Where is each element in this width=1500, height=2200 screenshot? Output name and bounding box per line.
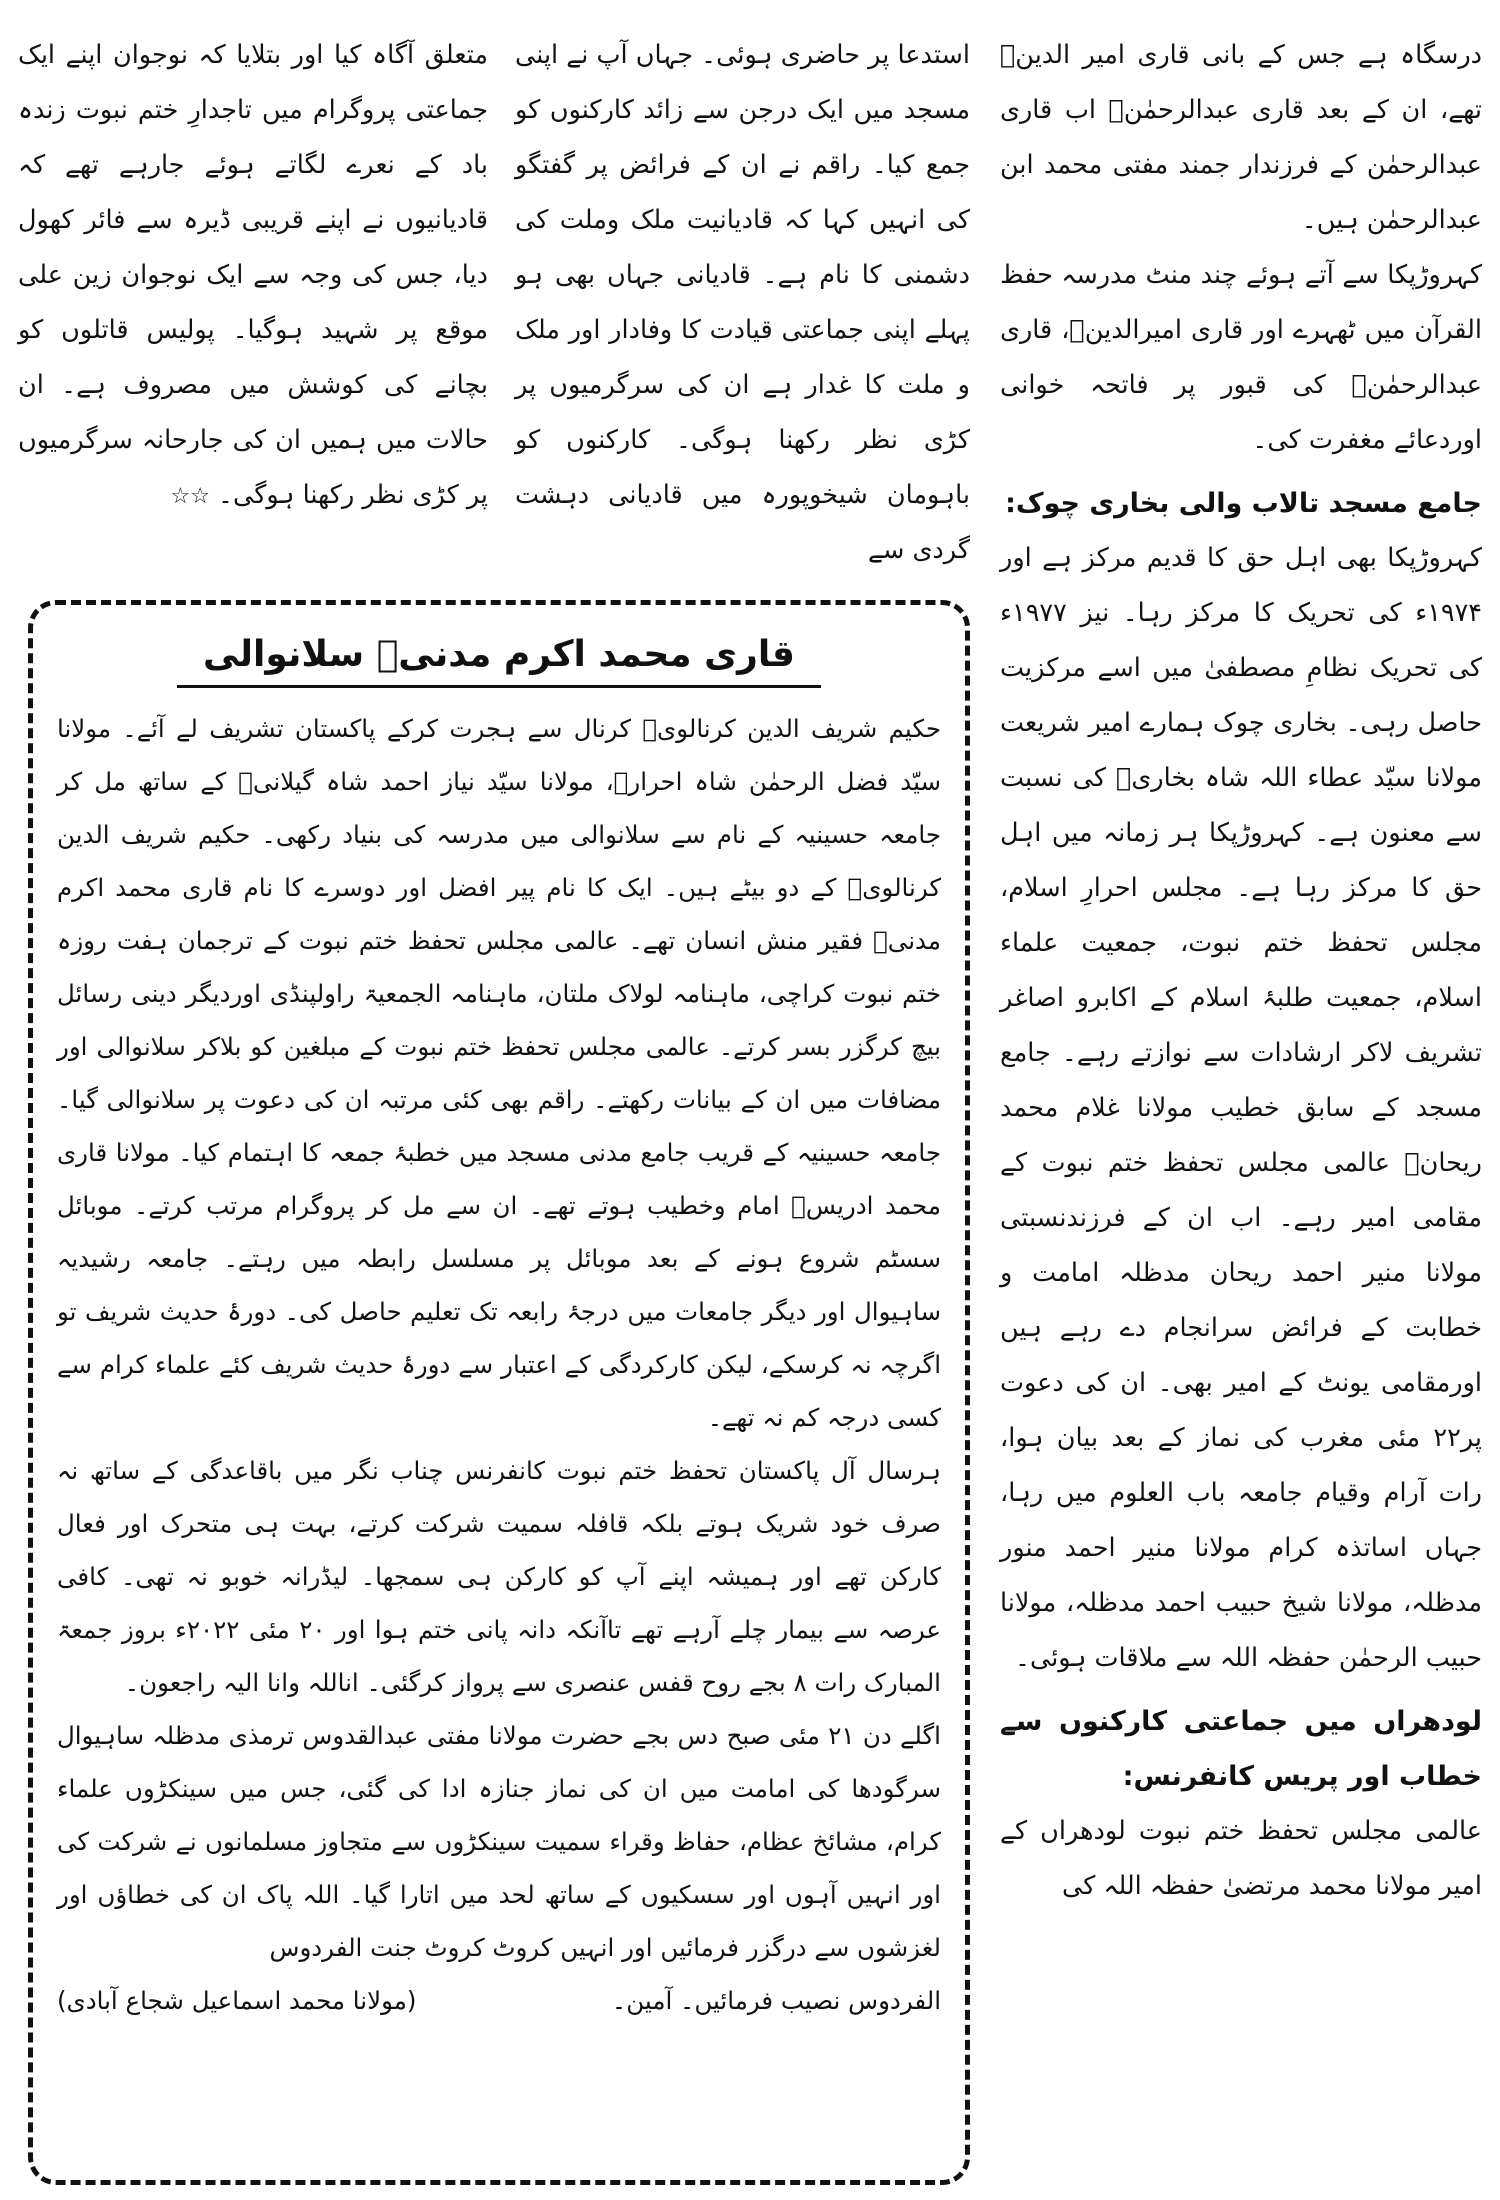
obituary-box [28, 600, 970, 2185]
obituary-closing: الفردوس نصیب فرمائیں۔ آمین۔ [611, 1986, 941, 2015]
middle-column [515, 28, 970, 578]
end-stars: ☆☆ [170, 484, 210, 509]
obituary-para-2: ہرسال آل پاکستان تحفظ ختم نبوت کانفرنس چناب نگر میں باقاعدگی کے ساتھ نہ صرف خود شریک ہوتے بلکہ قافلہ سمیت شرکت کرتے، بہت ہی متحرک اور فعال کارکن تھے اور ہمیشہ اپنے آپ کو کارکن ہی سمجھا۔ لیڈرانہ خوبو نہ تھی۔ کافی عرصہ سے بیمار چلے آرہے تھے تاآنکہ دانہ پانی ختم ہوا اور ۲۰ مئی ۲۰۲۲ء بروز جمعۃ المبارک رات ۸ بجے روح قفس عنصری سے پرواز کرگئی۔ اناللہ وانا الیہ راجعون۔ [57, 1456, 941, 1697]
obituary-closing-line [57, 1974, 941, 2027]
obituary-author: (مولانا محمد اسماعیل شجاع آبادی) [57, 1986, 417, 2015]
section-heading-bukhari-chowk: جامع مسجد تالاب والی بخاری چوک: [1005, 488, 1482, 519]
obituary-title: قاری محمد اکرم مدنیؒ سلانوالی [177, 629, 821, 688]
right-para-3: کہروڑپکا بھی اہل حق کا قدیم مرکز ہے اور ۱۹۷۴ء کی تحریک کا مرکز رہا۔ نیز ۱۹۷۷ء کی تحریک نظامِ مصطفیٰ میں اسے مرکزیت حاصل رہی۔ بخاری چوک ہمارے امیر شریعت مولانا سیّد عطاء اللہ شاہ بخاریؒ کی نسبت سے معنون ہے۔ کہروڑپکا ہر زمانہ میں اہل حق کا مرکز رہا ہے۔ مجلس احرارِ اسلام، مجلس تحفظ ختم نبوت، جمعیت علماء اسلام، جمعیت طلبۂ اسلام کے اکابرو اصاغر تشریف لاکر ارشادات سے نوازتے رہے۔ جامع مسجد کے سابق خطیب مولانا غلام محمد ریحانؒ عالمی مجلس تحفظ ختم نبوت کے مقامی امیر رہے۔ اب ان کے فرزندنسبتی مولانا منیر احمد ریحان مدظلہ امامت و خطابت کے فرائض سرانجام دے رہے ہیں اورمقامی یونٹ کے امیر بھی۔ ان کی دعوت پر۲۲ مئی مغرب کی نماز کے بعد بیان ہوا، رات آرام وقیام جامعہ باب العلوم میں رہا، جہاں اساتذہ کرام مولانا منیر احمد منور مدظلہ، مولانا شیخ حبیب احمد مدظلہ، مولانا حبیب الرحمٰن حفظہ اللہ سے ملاقات ہوئی۔ [1000, 543, 1482, 1673]
obituary-para-1: حکیم شریف الدین کرنالویؒ کرنال سے ہجرت کرکے پاکستان تشریف لے آئے۔ مولانا سیّد فضل الرحمٰن شاہ احرارؒ، مولانا سیّد نیاز احمد شاہ گیلانیؒ کے ساتھ مل کر جامعہ حسینیہ کے نام سے سلانوالی میں مدرسہ کی بنیاد رکھی۔ حکیم شریف الدین کرنالویؒ کے دو بیٹے ہیں۔ ایک کا نام پیر افضل اور دوسرے کا نام قاری محمد اکرم مدنیؒ فقیر منش انسان تھے۔ عالمی مجلس تحفظ ختم نبوت کے ترجمان ہفت روزہ ختم نبوت کراچی، ماہنامہ لولاک ملتان، ماہنامہ الجمعیۃ راولپنڈی اوردیگر دینی رسائل بیچ کرگزر بسر کرتے۔ عالمی مجلس تحفظ ختم نبوت کے مبلغین کو بلاکر سلانوالی اور مضافات میں ان کے بیانات رکھتے۔ راقم بھی کئی مرتبہ ان کی دعوت پر سلانوالی گیا۔ جامعہ حسینیہ کے قریب جامع مدنی مسجد میں خطبۂ جمعہ کا اہتمام کیا۔ مولانا قاری محمد ادریسؒ امام وخطیب ہوتے تھے۔ ان سے مل کر پروگرام مرتب کرتے۔ موبائل سسٹم شروع ہونے کے بعد موبائل پر مسلسل رابطہ میں رہتے۔ جامعہ رشیدیہ ساہیوال اور دیگر جامعات میں درجۂ رابعہ تک تعلیم حاصل کی۔ دورۂ حدیث شریف تو اگرچہ نہ کرسکے، لیکن کارکردگی کے اعتبار سے دورۂ حدیث شریف کئے علماء کرام سے کسی درجہ کم نہ تھے۔ [57, 714, 941, 1432]
right-para-4: عالمی مجلس تحفظ ختم نبوت لودھراں کے امیر مولانا محمد مرتضیٰ حفظہ اللہ کی [1000, 1816, 1482, 1901]
left-para-1 [18, 28, 488, 524]
middle-para-1: استدعا پر حاضری ہوئی۔ جہاں آپ نے اپنی مسجد میں ایک درجن سے زائد کارکنوں کو جمع کیا۔ راقم نے ان کے فرائض پر گفتگو کی انہیں کہا کہ قادیانیت ملک وملت کی دشمنی کا نام ہے۔ قادیانی جہاں بھی ہو پہلے اپنی جماعتی قیادت کا وفادار اور ملک و ملت کا غدار ہے ان کی سرگرمیوں پر کڑی نظر رکھنا ہوگی۔ کارکنوں کو باہومان شیخوپورہ میں قادیانی دہشت گردی سے [515, 40, 970, 565]
right-column [1000, 28, 1482, 1914]
obituary-body [57, 702, 941, 2027]
left-column [18, 28, 488, 524]
obituary-para-3: اگلے دن ۲۱ مئی صبح دس بجے حضرت مولانا مفتی عبدالقدوس ترمذی مدظلہ ساہیوال سرگودھا کی امامت میں ان کی نماز جنازہ ادا کی گئی، جس میں سینکڑوں علماء کرام، مشائخ عظام، حفاظ وقراء سمیت سینکڑوں سے متجاوز مسلمانوں نے شرکت کی اور انہیں آہوں اور سسکیوں کے ساتھ لحد میں اتارا گیا۔ اللہ پاک ان کی خطاؤں اور لغزشوں سے درگزر فرمائیں اور انہیں کروٹ کروٹ جنت الفردوس [57, 1721, 941, 1962]
right-para-2: کہروڑپکا سے آتے ہوئے چند منٹ مدرسہ حفظ القرآن میں ٹھہرے اور قاری امیرالدینؒ، قاری عبدالرحمٰنؒ کی قبور پر فاتحہ خوانی اوردعائے مغفرت کی۔ [1000, 260, 1482, 455]
right-para-1: درسگاہ ہے جس کے بانی قاری امیر الدینؒ تھے، ان کے بعد قاری عبدالرحمٰنؒ اب قاری عبدالرحمٰن کے فرزندار جمند مفتی محمد ابن عبدالرحمٰن ہیں۔ [1000, 40, 1482, 235]
left-para-text: متعلق آگاہ کیا اور بتلایا کہ نوجوان اپنے ایک جماعتی پروگرام میں تاجدارِ ختم نبوت زندہ باد کے نعرے لگاتے ہوئے جارہے تھے کہ قادیانیوں نے اپنے قریبی ڈیرہ سے فائر کھول دیا، جس کی وجہ سے ایک نوجوان زین علی موقع پر شہید ہوگیا۔ پولیس قاتلوں کو بچانے کی کوشش میں مصروف ہے۔ ان حالات میں ہمیں ان کی جارحانہ سرگرمیوں پر کڑی نظر رکھنا ہوگی۔ [18, 40, 488, 510]
section-heading-lodhran: لودھراں میں جماعتی کارکنوں سے خطاب اور پریس کانفرنس: [1000, 1706, 1482, 1792]
